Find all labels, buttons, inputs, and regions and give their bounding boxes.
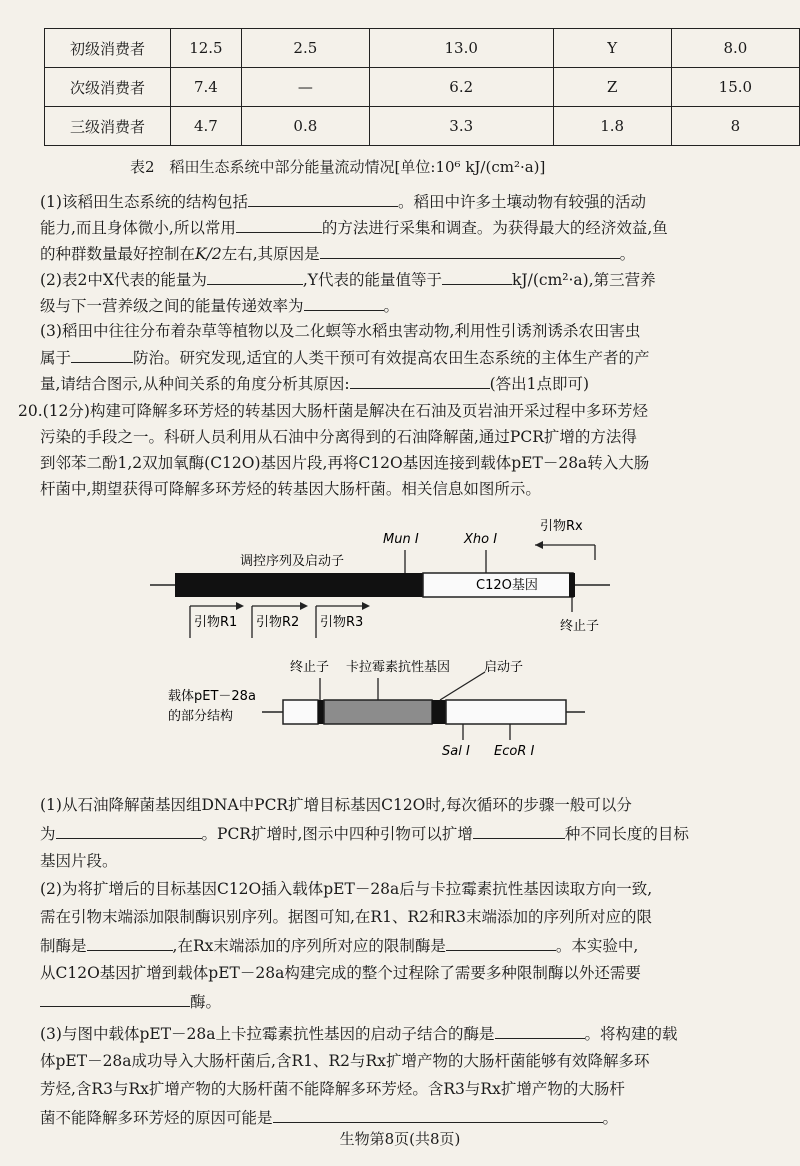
text: 。稻田中许多土壤动物有较强的活动: [397, 193, 646, 211]
text: 属于: [40, 349, 72, 367]
vector-promoter-block: [432, 700, 446, 724]
sal-site-label: Sal Ⅰ: [442, 744, 470, 759]
text: kJ/(cm²·a),第三营养: [512, 271, 656, 289]
table-cell: 初级消费者: [45, 29, 171, 68]
q20-line: [40, 1020, 678, 1047]
vector-label: 载体pET－28a: [168, 689, 256, 704]
text: 。将构建的载: [584, 1025, 678, 1043]
xho-site-label: Xho Ⅰ: [464, 532, 498, 547]
text: 。: [383, 297, 400, 315]
text: K/2: [195, 245, 222, 263]
answer-blank[interactable]: [273, 1104, 603, 1123]
text: 左右,其原因是: [221, 245, 320, 263]
text: 防治。研究发现,适宜的人类干预可有效提高农田生态系统的主体生产者的产: [133, 349, 650, 367]
table-cell: 8.0: [671, 29, 799, 68]
text: 制酶是: [40, 937, 87, 955]
vector-terminator-block: [318, 700, 324, 724]
table-cell: 15.0: [671, 68, 799, 107]
regulatory-label: 调控序列及启动子: [240, 554, 345, 569]
answer-blank[interactable]: [446, 932, 556, 951]
terminator-block: [569, 573, 575, 597]
table-cell: 三级消费者: [45, 107, 171, 146]
table-cell: Z: [553, 68, 671, 107]
text: (答出1点即可): [489, 375, 590, 393]
answer-blank[interactable]: [40, 988, 190, 1007]
text: 的种群数量最好控制在: [40, 245, 196, 263]
q20-line: [40, 932, 638, 959]
answer-blank[interactable]: [56, 820, 202, 839]
q20-line: [40, 1104, 618, 1131]
text: 的方法进行采集和调查。为获得最大的经济效益,鱼: [321, 219, 668, 237]
q20-line: 杆菌中,期望获得可降解多环芳烃的转基因大肠杆菌。相关信息如图所示。: [40, 480, 541, 498]
answer-blank[interactable]: [473, 820, 565, 839]
primer-r1-label: 引物R1: [194, 615, 238, 630]
vector-terminator-label: 终止子: [290, 660, 330, 675]
q20-line: (1)从石油降解菌基因组DNA中PCR扩增目标基因C12O时,每次循环的步骤一般可以分: [40, 796, 632, 814]
table-cell: 次级消费者: [45, 68, 171, 107]
text: (3)稻田中往往分布着杂草等植物以及二化螟等水稻虫害动物,利用性引诱剂诱杀农田害虫: [40, 322, 641, 340]
table-cell: 2.5: [241, 29, 369, 68]
table-cell: 3.3: [369, 107, 553, 146]
text: 酶。: [190, 993, 222, 1011]
text: ,在Rx末端添加的序列所对应的限制酶是: [172, 937, 446, 955]
q20-line: 体pET－28a成功导入大肠杆菌后,含R1、R2与Rx扩增产物的大肠杆菌能够有效降解多环: [40, 1052, 650, 1070]
q20-line: 需在引物末端添加限制酶识别序列。据图可知,在R1、R2和R3末端添加的序列所对应的限: [40, 908, 653, 926]
table-cell: 7.4: [171, 68, 242, 107]
text: (2)表2中X代表的能量为: [40, 271, 207, 289]
text: (3)与图中载体pET－28a上卡拉霉素抗性基因的启动子结合的酶是: [40, 1025, 495, 1043]
text: (1)该稻田生态系统的结构包括: [40, 193, 248, 211]
mun-site-label: Mun Ⅰ: [383, 532, 419, 547]
text: 。本实验中,: [555, 937, 639, 955]
table-caption: 表2 稻田生态系统中部分能量流动情况[单位:10⁶ kJ/(cm²·a)]: [130, 158, 546, 176]
primer-r3-label: 引物R3: [320, 615, 364, 630]
text: 种不同长度的目标: [564, 825, 689, 843]
text: 。: [602, 1109, 619, 1127]
text: 菌不能降解多环芳烃的原因可能是: [40, 1109, 273, 1127]
kanamycin-label: 卡拉霉素抗性基因: [346, 660, 451, 675]
q20-line: 芳烃,含R3与Rx扩增产物的大肠杆菌不能降解多环芳烃。含R3与Rx扩增产物的大肠杆: [40, 1080, 625, 1098]
answer-blank[interactable]: [87, 932, 173, 951]
vector-label-2: 的部分结构: [168, 709, 234, 724]
gene-label: C12O基因: [476, 578, 538, 593]
table-cell: 4.7: [171, 107, 242, 146]
table-cell: 0.8: [241, 107, 369, 146]
text: 量,请结合图示,从种间关系的角度分析其原因:: [40, 375, 350, 393]
q20-line: (2)为将扩增后的目标基因C12O插入载体pET－28a后与卡拉霉素抗性基因读取方向一致,: [40, 880, 653, 898]
q20-line: 从C12O基因扩增到载体pET－28a构建完成的整个过程除了需要多种限制酶以外还需要: [40, 964, 641, 982]
q20-line: [40, 988, 221, 1015]
regulatory-region: [175, 573, 423, 597]
q20-line: 到邻苯二酚1,2双加氧酶(C12O)基因片段,再将C12O基因连接到载体pET－28a转入大肠: [40, 454, 650, 472]
table-cell: 12.5: [171, 29, 242, 68]
page-footer: 生物第8页(共8页): [339, 1130, 461, 1148]
q20-line: [40, 820, 689, 847]
text: 级与下一营养级之间的能量传递效率为: [40, 297, 304, 315]
primer-r2-label: 引物R2: [256, 615, 300, 630]
text: ,Y代表的能量值等于: [302, 271, 443, 289]
table-cell: —: [241, 68, 369, 107]
table-cell: 1.8: [553, 107, 671, 146]
table-cell: 13.0: [369, 29, 553, 68]
ecor-site-label: EcoR Ⅰ: [494, 744, 535, 759]
primer-rx-label: 引物Rx: [540, 519, 583, 534]
q20-line: 污染的手段之一。科研人员利用从石油中分离得到的石油降解菌,通过PCR扩增的方法得: [40, 428, 637, 446]
text: 能力,而且身体微小,所以常用: [40, 219, 236, 237]
text: 为: [40, 825, 56, 843]
answer-blank[interactable]: [495, 1020, 585, 1039]
kanamycin-gene-region: [324, 700, 432, 724]
table-cell: 8: [671, 107, 799, 146]
table-cell: 6.2: [369, 68, 553, 107]
text: 。: [619, 245, 636, 263]
terminator-label: 终止子: [560, 619, 600, 634]
table-cell: Y: [553, 29, 671, 68]
text: 。PCR扩增时,图示中四种引物可以扩增: [201, 825, 473, 843]
q20-line: 20.(12分)构建可降解多环芳烃的转基因大肠杆菌是解决在石油及页岩油开采过程中多环芳烃: [18, 402, 648, 420]
vector-promoter-label: 启动子: [484, 660, 524, 675]
q20-line: 基因片段。: [40, 852, 118, 870]
